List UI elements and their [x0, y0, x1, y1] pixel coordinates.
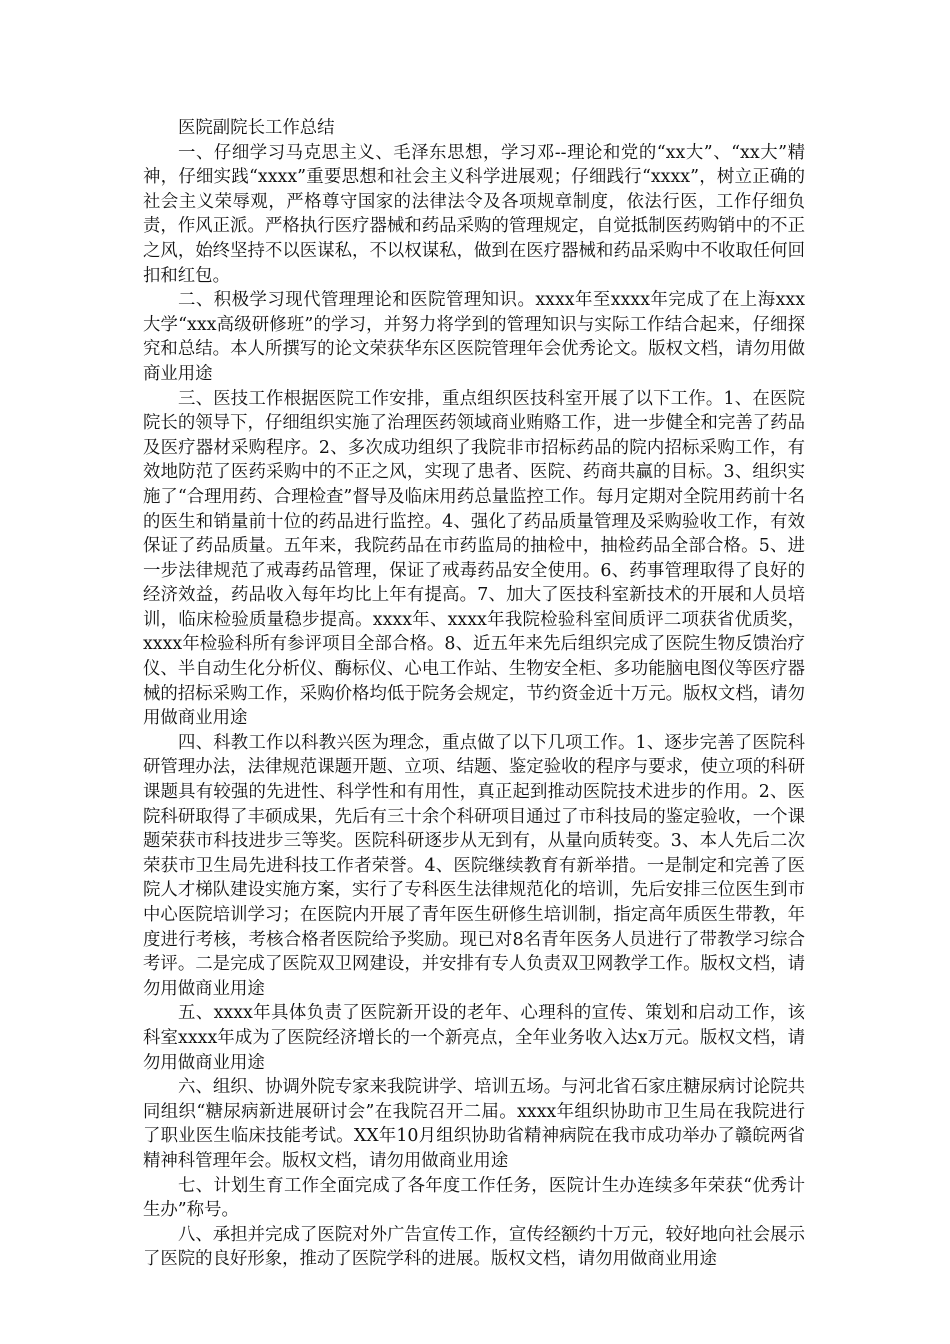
paragraph-8: 八、承担并完成了医院对外广告宣传工作，宣传经额约十万元，较好地向社会展示了医院的良好形象，推动了医院学科的进展。版权文档，请勿用做商业用途: [143, 1224, 805, 1270]
paragraph-4: 四、科教工作以科教兴医为理念，重点做了以下几项工作。1、逐步完善了医院科研管理办法，法律规范课题开题、立项、结题、鉴定验收的程序与要求，使立项的科研课题具有较强的先进性、科学性和有用性，真正起到推动医院技术进步的作用。2、医院科研取得了丰硕成果，先后有三十余个科研项目通过了市科技局的鉴定验收，一个课题荣获市科技进步三等奖。医院科研逐步从无到有，从量向质转变。3、本人先后二次荣获市卫生局先进科技工作者荣誉。4、医院继续教育有新举措。一是制定和完善了医院人才梯队建设实施方案，实行了专科医生法律规范化的培训，先后安排三位医生到市中心医院培训学习；在医院内开展了青年医生研修生培训制，指定高年质医生带教，年度进行考核，考核合格者医院给予奖励。现已对8名青年医务人员进行了带教学习综合考评。二是完成了医院双卫网建设，并安排有专人负责双卫网教学工作。版权文档，请勿用做商业用途: [143, 732, 805, 999]
document-title: 医院副院长工作总结: [178, 118, 335, 138]
paragraph-5: 五、xxxx年具体负责了医院新开设的老年、心理科的宣传、策划和启动工作，该科室xxxx年成为了医院经济增长的一个新亮点，全年业务收入达x万元。版权文档，请勿用做商业用途: [143, 1003, 805, 1073]
paragraph-3: 三、医技工作根据医院工作安排，重点组织医技科室开展了以下工作。1、在医院院长的领导下，仔细组织实施了治理医药领域商业贿赂工作，进一步健全和完善了药品及医疗器材采购程序。2、多次成功组织了我院非市招标药品的院内招标采购工作，有效地防范了医药采购中的不正之风，实现了患者、医院、药商共赢的目标。3、组织实施了“合理用药、合理检查”督导及临床用药总量监控工作。每月定期对全院用药前十名的医生和销量前十位的药品进行监控。4、强化了药品质量管理及采购验收工作，有效保证了药品质量。五年来，我院药品在市药监局的抽检中，抽检药品全部合格。5、进一步法律规范了戒毒药品管理，保证了戒毒药品安全使用。6、药事管理取得了良好的经济效益，药品收入每年均比上年有提高。7、加大了医技科室新技术的开展和人员培训，临床检验质量稳步提高。xxxx年、xxxx年我院检验科室间质评二项获省优质奖，xxxx年检验科所有参评项目全部合格。8、近五年来先后组织完成了医院生物反馈治疗仪、半自动生化分析仪、酶标仪、心电工作站、生物安全柜、多功能脑电图仪等医疗器械的招标采购工作，采购价格均低于院务会规定，节约资金近十万元。版权文档，请勿用做商业用途: [143, 388, 805, 729]
paragraph-2: 二、积极学习现代管理理论和医院管理知识。xxxx年至xxxx年完成了在上海xxx大学“xxx高级研修班”的学习，并努力将学到的管理知识与实际工作结合起来，仔细探究和总结。本人所撰写的论文荣获华东区医院管理年会优秀论文。版权文档，请勿用做商业用途: [143, 290, 805, 384]
paragraph-1: 一、仔细学习马克思主义、毛泽东思想，学习邓--理论和党的“xx大”、“xx大”精神，仔细实践“xxxx”重要思想和社会主义科学进展观；仔细践行“xxxx”，树立正确的社会主义荣辱观，严格尊守国家的法律法令及各项规章制度，依法行医，工作仔细负责，作风正派。严格执行医疗器械和药品采购的管理规定，自觉抵制医药购销中的不正之风，始终坚持不以医谋私，不以权谋私，做到在医疗器械和药品采购中不收取任何回扣和红包。: [143, 142, 805, 286]
paragraph-6: 六、组织、协调外院专家来我院讲学、培训五场。与河北省石家庄糖尿病讨论院共同组织“糖尿病新进展研讨会”在我院召开二届。xxxx年组织协助市卫生局在我院进行了职业医生临床技能考试。XX年10月组织协助省精神病院在我市成功举办了赣皖两省精神科管理年会。版权文档，请勿用做商业用途: [143, 1077, 805, 1171]
document-page: [143, 116, 805, 1272]
paragraph-7: 七、计划生育工作全面完成了各年度工作任务，医院计生办连续多年荣获“优秀计生办”称号。: [143, 1175, 805, 1221]
